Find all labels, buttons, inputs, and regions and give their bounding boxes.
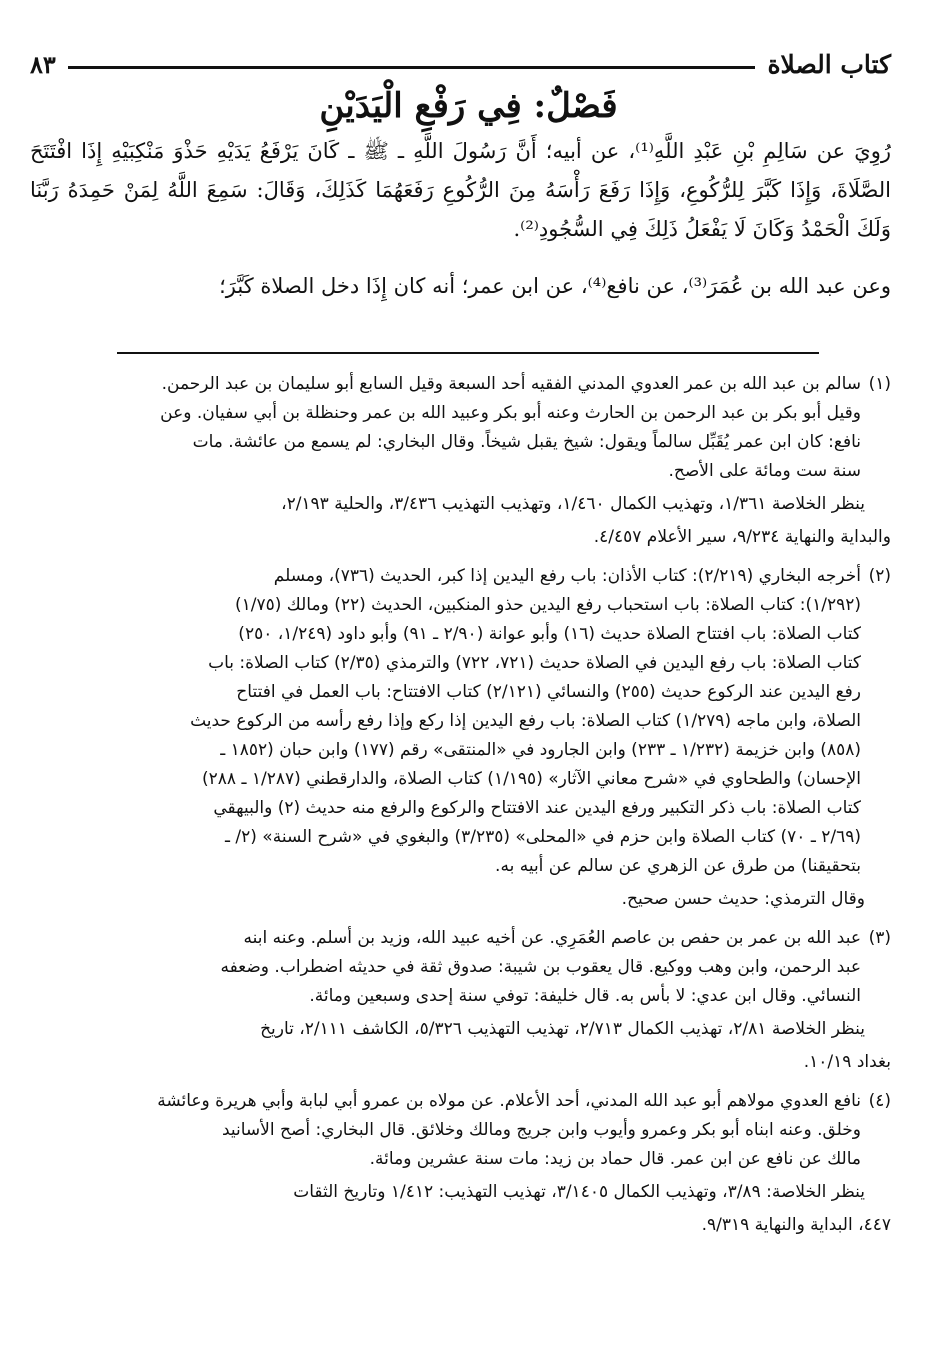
footnote-reference: ينظر الخلاصة ١/٣٦١، وتهذيب الكمال ١/٤٦٠، وتهذيب التهذيب ٣/٤٣٦، والحلية ٢/١٩٣، [281, 494, 865, 514]
footnote-line: نافع العدوي مولاهم أبو عبد الله المدني، أحد الأعلام. عن مولاه بن عمرو أبي لبابة وأبي هريرة وعائشة [157, 1091, 861, 1111]
footnote-line: (٨٥٨) وابن خزيمة (١/٢٣٢ ـ ٢٣٣) وابن الجارود في «المنتقى» رقم (١٧٧) وابن حبان (١٨٥٢ ـ [220, 740, 861, 760]
footnote-separator [117, 352, 819, 354]
footnote-reference: والبداية والنهاية ٩/٢٣٤، سير الأعلام ٤/٤٥٧. [593, 527, 891, 547]
section-title: فَصْلٌ: فِي رَفْعِ الْيَدَيْنِ [319, 86, 618, 126]
footnotes [30, 370, 891, 1250]
header-rule [68, 66, 756, 69]
running-header [30, 44, 891, 84]
footnote-line: أخرجه البخاري (٢/٢١٩): كتاب الأذان: باب رفع اليدين إذا كبر، الحديث (٧٣٦)، ومسلم [273, 566, 861, 586]
footnote-number: (١) [868, 374, 891, 394]
main-paragraph-1: رُوِيَ عن سَالِمِ بْنِ عَبْدِ اللَّهِ⁽¹⁾، عن أبيه؛ أَنَّ رَسُولَ اللَّهِ ـ ﷺ ـ كَانَ يَرْفَعُ يَدَيْهِ حَذْوَ مَنْكِبَيْهِ إِذَا افْتَتَحَ الصَّلَاةَ، وَإِذَا كَبَّرَ لِلرُّكُوعِ، وَإِذَا رَفَعَ رَأْسَهُ مِنَ الرُّكُوعِ رَفَعَهُمَا كَذَلِكَ، وَقَالَ: سَمِعَ اللَّهُ لِمَنْ حَمِدَهُ رَبَّنَا وَلَكَ الْحَمْدُ وَكَانَ لَا يَفْعَلُ ذَلِكَ فِي السُّجُودِ⁽²⁾. [30, 139, 891, 241]
footnote-line: كتاب الصلاة: باب ذكر التكبير ورفع اليدين عند الافتتاح والركوع والرفع منه حديث (٢) والبيهقي [213, 798, 861, 818]
footnote-1 [30, 370, 891, 552]
footnote-line: وخلق. وعنه ابناه أبو بكر وعمرو وأيوب وابن جريج ومالك وخلائق. قال البخاري: أصح الأسانيد [221, 1120, 861, 1140]
footnote-3 [30, 924, 891, 1077]
chapter-title: كتاب الصلاة [767, 49, 891, 79]
footnote-line: (٢/٦٩ ـ ٧٠) كتاب الصلاة وابن حزم في «المحلى» (٣/٢٣٥) والبغوي في «شرح السنة» (٢/ ـ [225, 827, 861, 847]
footnote-reference: بغداد ١٠/١٩. [803, 1052, 891, 1072]
page-number: ٨٣ [30, 49, 56, 79]
footnote-line: (١/٢٩٢): كتاب الصلاة: باب استحباب رفع اليدين حذو المنكبين، الحديث (٢٢) ومالك (١/٧٥) [235, 595, 861, 615]
footnote-2 [30, 562, 891, 914]
footnote-line: سالم بن عبد الله بن عمر العدوي المدني الفقيه أحد السبعة وقيل السابع أبو سليمان بن عبد الرحمن. [161, 374, 861, 394]
footnote-line: عبد الله بن عمر بن حفص بن عاصم العُمَرِي. عن أخيه عبيد الله، وزيد بن أسلم. وعنه ابنه [243, 928, 861, 948]
main-text [30, 132, 891, 306]
footnote-reference: ينظر الخلاصة: ٣/٨٩، وتهذيب الكمال ٣/١٤٠٥، تهذيب التهذيب: ١/٤١٢ وتاريخ الثقات [293, 1182, 865, 1202]
footnote-line: مالك عن نافع عن ابن عمر. قال حماد بن زيد: مات سنة عشرين ومائة. [369, 1149, 861, 1169]
footnote-line: الصلاة، وابن ماجه (١/٢٧٩) كتاب الصلاة: باب رفع اليدين إذا ركع وإذا رفع رأسه من الركوع حديث [190, 711, 861, 731]
footnote-4 [30, 1087, 891, 1240]
footnote-line: نافع: كان ابن عمر يُقَبِّل سالماً ويقول: شيخ يقبل شيخاً. وقال البخاري: لم يسمع من عائشة. مات [192, 432, 861, 452]
footnote-line: بتحقيقنا) من طرق عن الزهري عن سالم عن أبيه به. [495, 856, 861, 876]
footnote-line: رفع اليدين عند الركوع حديث (٢٥٥) والنسائي (٢/١٢١) كتاب الافتتاح: باب العمل في افتتاح [236, 682, 861, 702]
footnote-line: النسائي. وقال ابن عدي: لا بأس به. قال خليفة: توفي سنة إحدى وسبعين ومائة. [309, 986, 861, 1006]
footnote-line: وقيل أبو بكر بن عبد الرحمن بن الحارث وعنه أبو بكر وعبيد الله بن عمر وحنظلة بن أبي سفيان. وعن [160, 403, 861, 423]
footnote-line: كتاب الصلاة: باب افتتاح الصلاة حديث (١٦) وأبو عوانة (٢/٩٠ ـ ٩١) وأبو داود (١/٢٤٩، ٢٥٠) [238, 624, 861, 644]
main-paragraph-2: وعن عبد الله بن عُمَرَ⁽³⁾، عن نافع⁽⁴⁾، عن ابن عمر؛ أنه كان إِذَا دخل الصلاة كَبَّرَ؛ [219, 274, 891, 298]
footnote-line: عبد الرحمن، وابن وهب ووكيع. قال يعقوب بن شيبة: صدوق ثقة في حديثه اضطراب. وضعفه [220, 957, 861, 977]
footnote-reference: ينظر الخلاصة ٢/٨١، تهذيب الكمال ٢/٧١٣، تهذيب التهذيب ٥/٣٢٦، الكاشف ٢/١١١، تاريخ [260, 1019, 865, 1039]
footnote-reference: ٤٤٧، البداية والنهاية ٩/٣١٩. [701, 1215, 891, 1235]
footnote-line: الإحسان) والطحاوي في «شرح معاني الآثار» (١/١٩٥) كتاب الصلاة، والدارقطني (١/٢٨٧ ـ ٢٨٨) [202, 769, 861, 789]
footnote-reference: وقال الترمذي: حديث حسن صحيح. [621, 889, 865, 909]
footnote-line: سنة ست ومائة على الأصح. [668, 461, 861, 481]
footnote-line: كتاب الصلاة: باب رفع اليدين في الصلاة حديث (٧٢١، ٧٢٢) والترمذي (٢/٣٥) كتاب الصلاة: باب [208, 653, 861, 673]
footnote-number: (٣) [868, 928, 891, 948]
footnote-number: (٢) [868, 566, 891, 586]
footnote-number: (٤) [868, 1091, 891, 1111]
